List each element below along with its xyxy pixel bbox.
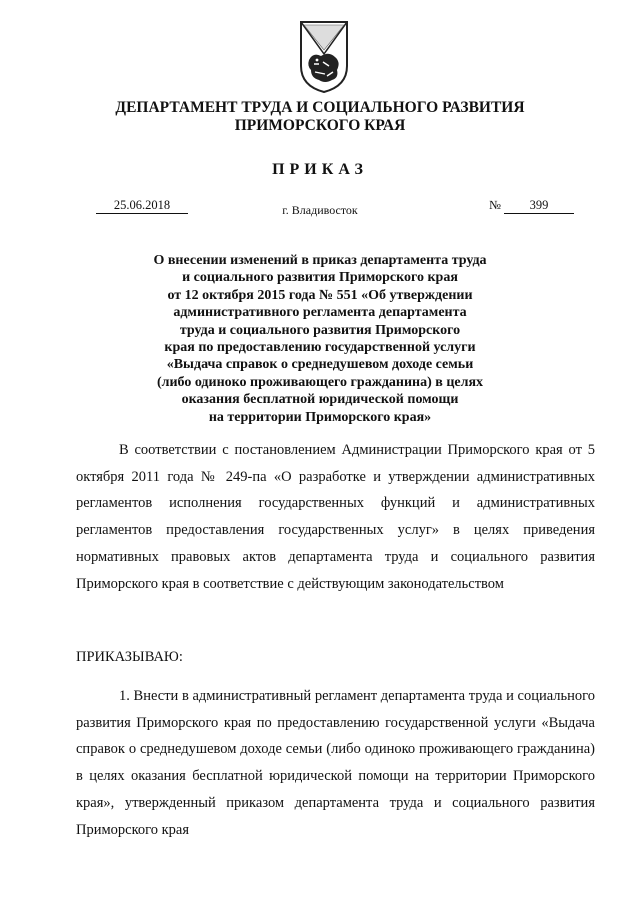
order-number: 399 — [504, 198, 574, 214]
order-city: г. Владивосток — [282, 203, 358, 217]
coat-of-arms-icon — [299, 20, 349, 94]
document-type: ПРИКАЗ — [272, 161, 368, 178]
subject-line: от 12 октября 2015 года № 551 «Об утверждении — [167, 287, 473, 303]
order-number-label: № — [489, 198, 501, 212]
order-item-1: 1. Внести в административный регламент департамента труда и социального развития Приморского края по предоставлению государственной услуги «Выдача справок о среднедушевом доходе семьи (либо одиноко проживающего гражданина) в целях оказания бесплатной юридической помощи на территории Приморского края», утвержденный приказом департамента труда и социального развития Приморского края — [76, 688, 595, 838]
subject-line: оказания бесплатной юридической помощи — [181, 392, 459, 408]
order-directive-word: ПРИКАЗЫВАЮ: — [76, 649, 183, 665]
order-date: 25.06.2018 — [96, 198, 188, 214]
subject-line: и социального развития Приморского края — [182, 270, 458, 286]
preamble-paragraph: В соответствии с постановлением Администрации Приморского края от 5 октября 2011 года № 249-па «О разработке и утверждении административных регламентов исполнения государственных функций и административных регламентов предоставления государственных услуг» в целях приведения нормативных правовых актов департамента труда и социального развития Приморского края в соответствие с действующим законодательством — [76, 442, 595, 592]
subject-line: края по предоставлению государственной услуги — [164, 340, 476, 356]
order-subject — [100, 252, 540, 426]
department-line-2: ПРИМОРСКОГО КРАЯ — [234, 117, 406, 134]
subject-line: О внесении изменений в приказ департамента труда — [153, 253, 487, 268]
subject-line: труда и социального развития Приморского — [179, 322, 461, 338]
subject-line: (либо одиноко проживающего гражданина) в целях — [156, 374, 484, 390]
subject-line: административного регламента департамента — [173, 305, 467, 321]
department-name — [0, 99, 640, 135]
subject-line: на территории Приморского края» — [208, 409, 432, 425]
subject-line: «Выдача справок о среднедушевом доходе семьи — [166, 357, 474, 373]
department-line-1: ДЕПАРТАМЕНТ ТРУДА И СОЦИАЛЬНОГО РАЗВИТИЯ — [115, 99, 525, 116]
